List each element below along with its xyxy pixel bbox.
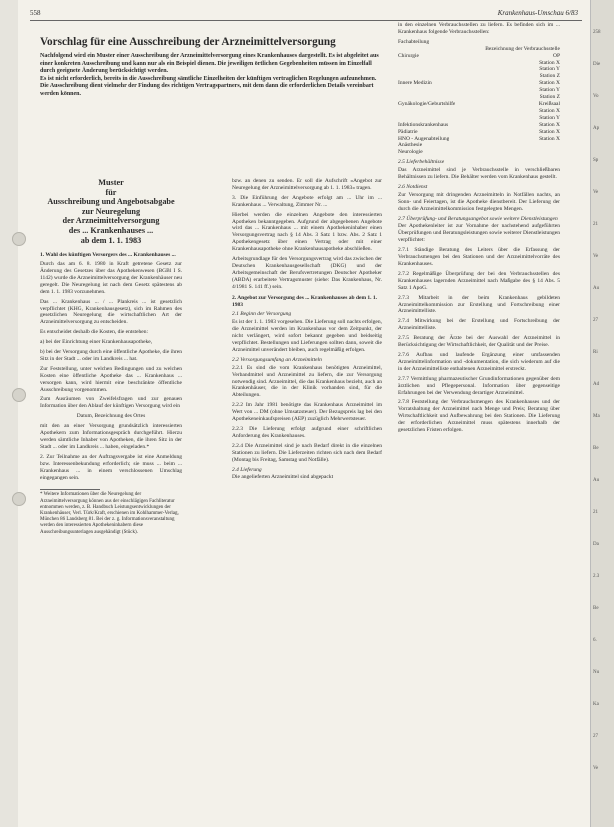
facing-page-fragment: Da (593, 542, 599, 547)
facing-page-fragment: Vo (593, 94, 599, 99)
table-cell-station: Station X (539, 121, 560, 128)
table-cell-station: Station X (539, 128, 560, 135)
table-row (398, 94, 560, 101)
paragraph: Hierbei werden die einzelnen Angebote den interessierten Apotheken bekanntgegeben. Aufgrund der abgegebenen Angebote wird das ... Krankenhaus ... mit einem Apothekeninhaber einen Versorgungsvertrag nach § 14 Abs. 3 Satz 1 bzw. Abs. 2 Satz 1 Apothekengesetz über einen Vertrag oder mit einer Krankenhausapotheke ohne Krankenhausapotheke abschließen. (232, 211, 382, 253)
intro-paragraph: Nachfolgend wird ein Muster einer Ausschreibung der Arzneimittelversorgung eines Krankenhauses dargestellt. Es ist abgeleitet aus einer konkreten Ausschreibung und kann nur als ein Beispiel dienen. Die jeweiligen örtlichen Gegebenheiten müssen im Einzelfall durch geeignete Änderung berücksichtigt werden. (40, 53, 379, 75)
paragraph: 2. Zur Teilnahme an der Auftragsvergabe ist eine Anmeldung bzw. Interessenbekundung erforderlich; sie muss ... beim ... Krankenhaus ... in einem verschlossenen Umschlag eingegangen sein. (40, 453, 182, 481)
paragraph: 2.7.8 Feststellung der Verbrauchsmengen des Krankenhauses und der Vorratshaltung der Arzneimittel nach Menge und Preis; Beratung über Wirtschaftlichkeit und Aufbewahrung bei den Stationen. Die Lieferung der erforderlichen Arzneimittel muss spätestens innerhalb der gesetzlichen Fristen erfolgen. (398, 399, 560, 434)
paragraph: Es ist der 1. 1. 1983 vorgesehen. Die Lieferung soll nachts erfolgen, die Arzneimittel werden im Krankenhaus vor dem Zeitpunkt, der nicht verlängert, wird sofort bekannt gegeben und beidseitig verpflichtet. Bestellungen und Lieferungen sollten dann, soweit die Arzneimittel unverändert bleiben, auch regelmäßig erfolgen. (232, 319, 382, 353)
paragraph: Das Arzneimittel sind je Verbrauchsstelle in verschließbaren Behältnissen zu liefern. Die Behälter werden vom Krankenhaus gestellt. (398, 167, 560, 181)
paragraph: Das ... Krankenhaus ... / ... Plankreis ... ist gesetzlich verpflichtet (KHG, Krankenhausgesetz), sich im Rahmen des gesetzlichen Neuregelung die wirtschaftlichen Art der Arzneimittelversorgung zu entscheiden. (40, 298, 182, 326)
facing-page-fragment: 6. (593, 638, 597, 643)
sample-title-line: zur Neuregelung (81, 206, 141, 216)
facing-page-fragment: Ve (593, 766, 599, 771)
paragraph: in den einzelnen Verbrauchsstellen zu liefern. Es befinden sich im ... Krankenhaus folgende Verbrauchsstellen: (398, 22, 560, 35)
column-right (398, 22, 560, 437)
sections-list (398, 159, 560, 434)
subsection-heading: 2.4 Lieferung (232, 466, 262, 473)
sample-title-line: der Arzneimittelversorgung (62, 216, 160, 226)
sample-title (40, 178, 182, 245)
page-number: 558 (30, 9, 41, 17)
paragraph: a) bei der Einrichtung einer Krankenhausapotheke, (40, 339, 153, 346)
footnote: * Weitere Informationen über die Neuregelung der Arzneimittelversorgung können aus der einschlägigen Fachliteratur entnommen werden, z. B. Handbuch Leistungsentwicklungen der Krankenhäuser, Verl. Türk/Kraft, erschienen im Kohlhammer-Verlag, München 86 Landsberg 81. Bei der z. g. Informationsveranstaltung werden den interessierten Apothekeninhabern diese Ausschreibungsunterlagen ausgehändigt (Stück). (40, 492, 179, 535)
table-cell-station: Station Y (539, 87, 560, 94)
paragraph: 2.7.7 Vermittlung pharmazeutischer Grundinformationen gegenüber dem ärztlichen und Pflegepersonal. Information über gegenseitige Erfahrungen bei der Verwendung derartiger Arzneimittel. (398, 375, 560, 396)
table-cell-station (556, 149, 560, 156)
table-caption: Fachabteilung (398, 38, 430, 45)
table-cell-department: Innere Medizin (398, 80, 432, 87)
sample-title-line: für (105, 187, 117, 197)
table-cell-department: Pädiatrie (398, 128, 418, 135)
table-row (398, 142, 560, 149)
sample-title-line: Muster (98, 178, 124, 187)
section-heading: 2. Angebot zur Versorgung des ... Krankenhauses ab dem 1. 1. 1983 (232, 294, 378, 308)
table-row (398, 60, 560, 67)
table-row (398, 136, 560, 143)
paragraph: b) bei der Versorgung durch eine öffentliche Apotheke, die ihren Sitz in der Stadt ... oder im Landkreis ... hat. (40, 349, 182, 362)
paragraph: mit den an einer Versorgung grundsätzlich interessierten Apothekern zum Informationsgespräch durchgeführt. Hierzu werden sämtliche Inhaber von Apotheken, die ihren Sitz in der Stadt ... oder im Landkreis ... haben, eingeladen.* (40, 423, 182, 450)
table-row (398, 66, 560, 73)
paragraph: Die angelieferten Arzneimittel sind abgepackt (232, 474, 334, 481)
sample-title-line: Ausschreibung und Angebotsabgabe (47, 197, 175, 207)
column-left (40, 178, 182, 536)
table-header: Bezeichnung der Verbrauchsstelle (485, 45, 560, 52)
table-row (398, 80, 560, 87)
facing-page-fragment: Sp (593, 158, 599, 163)
table-cell-station: Station X (539, 107, 560, 114)
section-heading: 1. Wahl des künftigen Versorgers des ... Krankenhauses ... (40, 252, 176, 259)
facing-page-edge (590, 0, 614, 827)
facing-page-fragment: Au (593, 286, 600, 291)
facing-page-fragment: 2.3 (593, 574, 600, 579)
paragraph: 2.7.2 Regelmäßige Überprüfung der bei den Verbrauchsstellen des Krankenhauses lagernden Arzneimittel nach Maßgabe des § 14 Abs. 5 Satz 1 ApoG. (398, 270, 560, 291)
table-row (398, 87, 560, 94)
document-title: Vorschlag für eine Ausschreibung der Arzneimittelversorgung (40, 36, 336, 48)
paragraph: 2.2.3 Die Lieferung erfolgt aufgrund einer schriftlichen Anforderung des Krankenhauses. (232, 426, 382, 439)
paragraph: 2.2.1 Es sind die vom Krankenhaus benötigten Arzneimittel, Verbandmittel und Arzneimittel zu liefern, die zur Versorgung notwendig sind. Arzneimittel, die das Krankenhaus bezieht, auch an Krankenhäuser, die in der Klinik vorhanden sind, für die Abteilungen. (232, 364, 382, 399)
facing-page-fragment: Ve (593, 190, 599, 195)
facing-page-fragment: Die (593, 62, 601, 67)
table-row (398, 73, 560, 80)
paragraph: Es entscheidet deshalb die Kosten, die entstehen: (40, 329, 148, 336)
punch-hole (12, 492, 26, 506)
table-cell-station: Station Y (539, 114, 560, 121)
table-row (398, 129, 560, 136)
table-cell-station: Station Z (539, 94, 560, 101)
table-row (398, 122, 560, 129)
facing-page-fragment: Ka (593, 702, 599, 707)
consumption-points-table (398, 53, 560, 157)
punch-hole (12, 388, 26, 402)
subsection-heading: 2.1 Beginn der Versorgung (232, 311, 292, 318)
facing-page-fragment: Be (593, 446, 599, 451)
table-cell-station: Kreißsaal (538, 100, 560, 107)
facing-page-fragment: Ve (593, 254, 599, 259)
table-cell-department: Neurologie (398, 149, 423, 156)
table-cell-station (556, 142, 560, 149)
paragraph: Datum, Bezeichnung des Ortes (76, 413, 146, 420)
paragraph: 2.2.2 Im Jahr 1981 benötigte das Krankenhaus Arzneimittel im Wert von ... DM (ohne Umsatzsteuer). Der Bezugspreis lag bei den Apothekeneinkaufspreisen (AEP) zuzüglich Mehrwertsteuer. (232, 402, 382, 423)
table-row (398, 115, 560, 122)
paragraph: 3. Die Einführung der Angebote erfolgt am ... Uhr im ... Krankenhaus ... Verwaltung, Zimmer Nr. ... (232, 194, 382, 208)
table-cell-station: Station X (539, 135, 560, 142)
facing-page-fragment: 258 (593, 30, 601, 35)
paragraph: Zur Versorgung mit dringenden Arzneimitteln in Notfällen nachts, an Sonn- und Feiertagen, ist die Apotheke dienstbereit. Der Lieferung der durch die Arzneimittelkommission festgelegten Mengen. (398, 191, 560, 212)
table-cell-station: OP (552, 52, 560, 59)
intro-block (40, 53, 380, 99)
facing-page-fragment: Ap (593, 126, 600, 131)
facing-page-fragment: Au (593, 478, 600, 483)
facing-page-fragment: 27 (593, 318, 598, 323)
page-header (30, 8, 582, 21)
intro-paragraph: Es ist nicht erforderlich, bereits in die Ausschreibung sämtliche Einzelheiten der künftigen vertraglichen Regelungen aufzunehmen. Die Ausschreibung dient vielmehr der Findung des richtigen Vertragspartners, mit dem dann die erforderlichen Details vereinbart werden können. (40, 75, 377, 97)
paragraph: Zum Ausräumen von Zweifelsfragen und zur genauen Information über den Ablauf der künftigen Versorgung wird ein (40, 396, 182, 410)
paragraph: 2.7.1 Ständige Beratung des Leiters über die Erfassung der Verbrauchsmengen bei den Stationen und der Arzneimittelvorräte des Krankenhauses. (398, 247, 560, 267)
table-cell-department: Infektionskrankenhaus (398, 121, 449, 128)
facing-page-fragment: Ad (593, 382, 600, 387)
paragraph: 2.7.6 Aufbau und laufende Ergänzung einer umfassenden Arzneimittelinformation und -dokumentation, die sich wiederum auf die in der Arzneimittelliste enthaltenen Arzneimittel erstreckt. (398, 351, 560, 372)
facing-page-fragment: Ri (593, 350, 598, 355)
paragraph: 2.7.3 Mitarbeit in der beim Krankenhaus gebildeten Arzneimittelkommission zur Erstellung und Fortschreibung einer Arzneimittelliste. (398, 294, 560, 315)
facing-page-fragment: 21 (593, 510, 598, 515)
punch-hole (12, 232, 26, 246)
paragraph: bzw. an denen zu senden. Er soll die Aufschrift »Angebot zur Neuregelung der Arzneimittelversorgung ab 1. 1. 1983« tragen. (232, 178, 382, 191)
table-cell-station: Station Z (539, 73, 560, 80)
facing-page-fragment: Nu (593, 670, 600, 675)
table-cell-department: HNO - Augenabteilung (398, 135, 450, 142)
facing-page-fragment: Ma (593, 414, 600, 419)
paragraph: 2.7.5 Beratung der Ärzte bei der Auswahl der Arzneimittel in Berücksichtigung der Wirtschaftlichkeit, der Qualität und der Preise. (398, 335, 560, 349)
footnote-rule (40, 489, 100, 490)
sample-title-line: des ... Krankenhauses ... (68, 225, 154, 235)
facing-page-fragment: Be (593, 606, 599, 611)
subsection-heading: 2.5 Lieferbehältnisse (398, 159, 445, 166)
table-cell-station: Station X (539, 80, 560, 87)
journal-name: Krankenhaus-Umschau 6/83 (497, 9, 578, 17)
paragraph: Durch das am 6. 8. 1980 in Kraft getretene Gesetz zur Änderung des Gesetzes über das Apothekenwesen (BGBl I S. 1142) wurde die Arzneimittelversorgung der Krankenhäuser neu geregelt. Die Neuregelung ist nach dem Gesetz spätestens ab dem 1. 1. 1983 vorzunehmen. (40, 261, 182, 295)
subsection-heading: 2.2 Versorgungsumfang an Arzneimitteln (232, 356, 322, 363)
paragraph: Der Apothekenleiter ist zur Vornahme der nachstehend aufgeführten Überprüfungen und Beratungsleistungen sowie weiterer Dienstleistungen verpflichtet: (398, 223, 560, 244)
table-cell-department: Chirurgie (398, 52, 419, 59)
table-cell-station: Station X (539, 59, 560, 66)
table-row (398, 149, 560, 156)
paragraph: 2.7.4 Mitwirkung bei der Erstellung und Fortschreibung der Arzneimittelliste. (398, 318, 560, 332)
subsection-heading: 2.7 Überprüfung- und Beratungsangebot sowie weitere Dienstleistungen (398, 215, 558, 222)
paragraph: Zur Feststellung, unter welchen Bedingungen und zu welchen Kosten eine öffentliche Apotheke das ... Krankenhaus ... versorgen kann, wird hiermit eine beschränkte öffentliche Ausschreibung vorgenommen. (40, 365, 182, 393)
subsection-heading: 2.6 Notdienst (398, 183, 428, 190)
table-cell-department: Gynäkologie/Geburtshilfe (398, 100, 456, 107)
paragraph: 2.2.4 Die Arzneimittel sind je nach Bedarf direkt in die einzelnen Stationen zu liefern. Die Lieferzeiten richten sich nach dem Bedarf (Montag bis Freitag, Samstag und Notfälle). (232, 442, 382, 463)
table-row (398, 108, 560, 115)
table-row (398, 53, 560, 60)
column-middle (232, 178, 382, 484)
table-head (398, 39, 560, 46)
table-cell-department: Anästhesie (398, 142, 423, 149)
sample-title-line: ab dem 1. 1. 1983 (80, 235, 142, 245)
paragraph: Arbeitsgrundlage für den Versorgungsvertrag wird das zwischen der Deutschen Krankenhausgesellschaft (DKG) und der Arbeitsgemeinschaft der Berufsvertretungen Deutscher Apotheker (ABDA) erarbeitete Vertragsmuster (siehe: Das Krankenhaus, Nr. 4/1981 S. 141 ff.) sein. (232, 256, 382, 290)
table-head (398, 46, 560, 53)
table-row (398, 101, 560, 108)
facing-page-fragment: 21 (593, 222, 598, 227)
table-cell-station: Station Y (539, 66, 560, 73)
facing-page-fragment: 27 (593, 734, 598, 739)
